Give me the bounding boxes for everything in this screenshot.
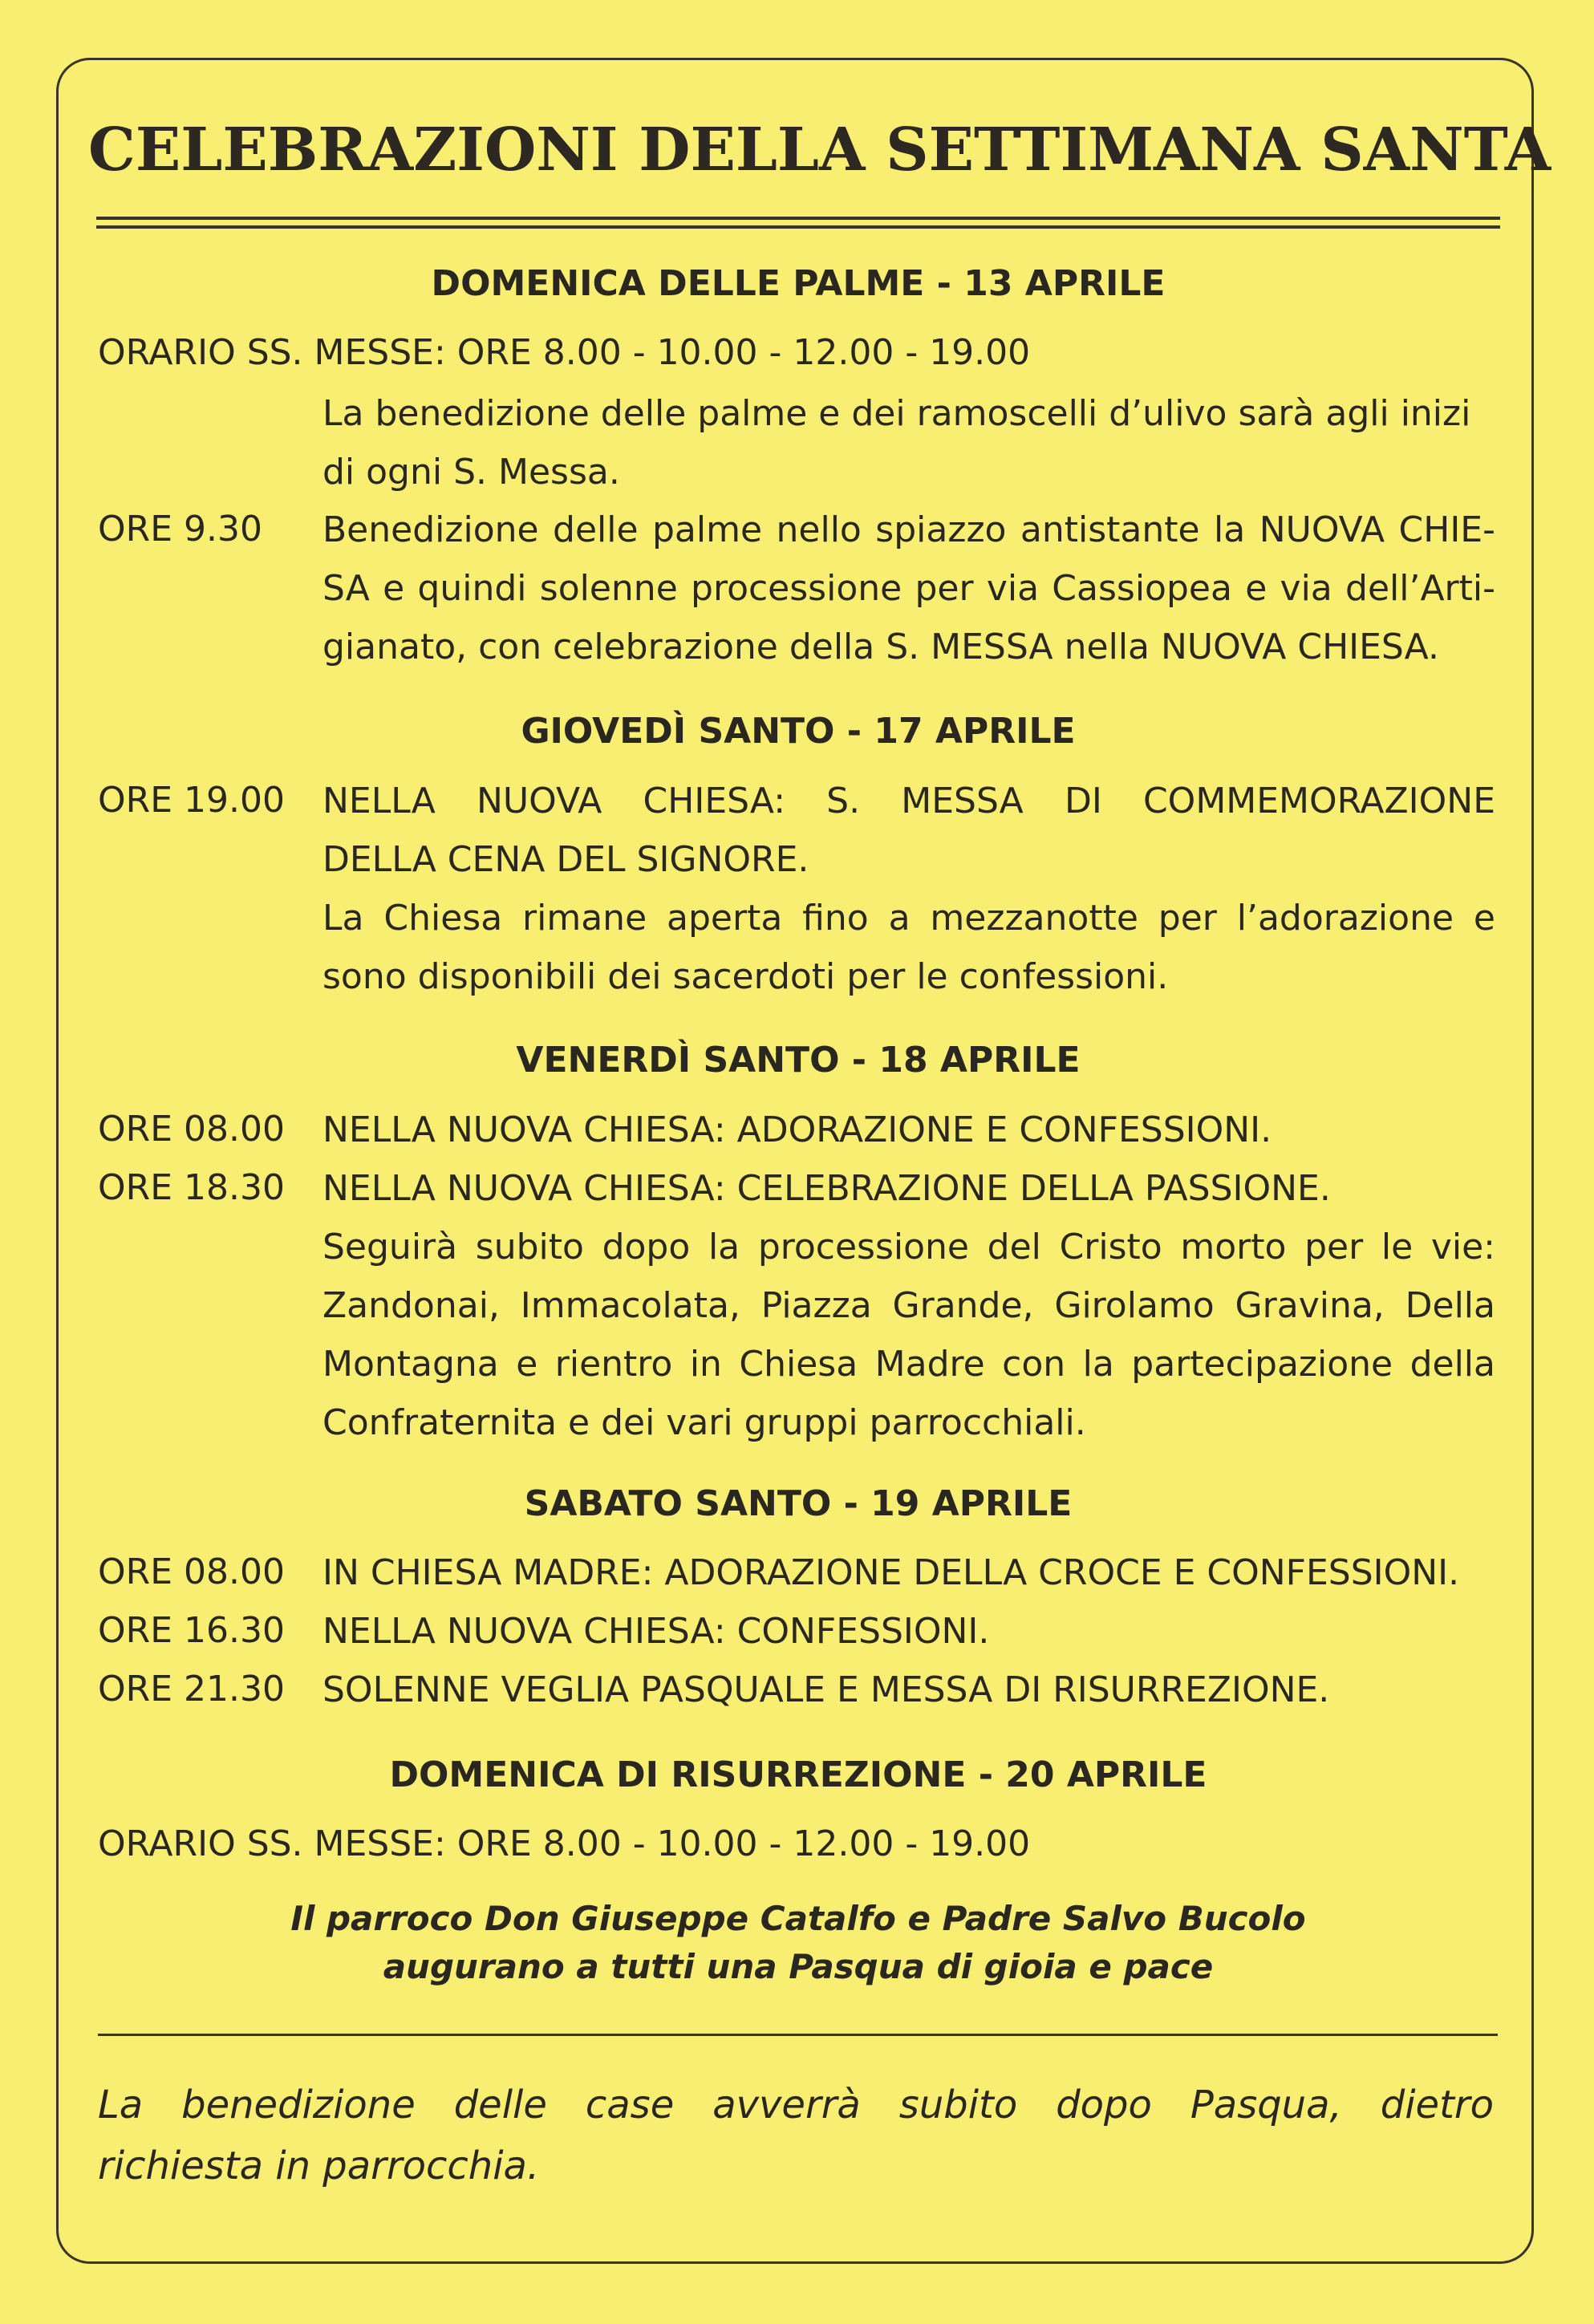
event-line: DELLA CENA DEL SIGNORE. xyxy=(322,839,809,880)
closing-line: Il parroco Don Giuseppe Catalfo e Padre Salvo Bucolo xyxy=(290,1899,1306,1938)
event-time: ORE 16.30 xyxy=(98,1610,285,1651)
event-line: NELLA NUOVA CHIESA: CELEBRAZIONE DELLA PASSIONE. xyxy=(322,1168,1331,1209)
section-note xyxy=(322,384,1495,501)
event-line: La Chiesa rimane aperta fino a mezzanotte per l’adorazione e xyxy=(322,898,1495,939)
closing-line: augurano a tutti una Pasqua di gioia e pace xyxy=(383,1947,1214,1986)
event-time: ORE 19.00 xyxy=(98,780,285,821)
page-title: CELEBRAZIONI DELLA SETTIMANA SANTA xyxy=(88,116,1551,185)
event-description xyxy=(322,772,1495,1006)
event-description xyxy=(322,501,1495,676)
event-description xyxy=(322,1602,1495,1661)
event-time: ORE 08.00 xyxy=(98,1109,285,1150)
event-line: NELLA NUOVA CHIESA: ADORAZIONE E CONFESSIONI. xyxy=(322,1109,1272,1150)
title-underline-bottom xyxy=(96,225,1500,229)
footer-divider xyxy=(98,2034,1498,2036)
event-line: gianato, con celebrazione della S. MESSA nella NUOVA CHIESA. xyxy=(322,627,1439,667)
event-description xyxy=(322,1101,1495,1159)
event-line: SOLENNE VEGLIA PASQUALE E MESSA DI RISURREZIONE. xyxy=(322,1669,1330,1710)
event-description xyxy=(322,1159,1495,1452)
event-time: ORE 18.30 xyxy=(98,1167,285,1208)
mass-schedule: ORARIO SS. MESSE: ORE 8.00 - 10.00 - 12.00 - 19.00 xyxy=(98,1823,1031,1864)
section-heading: GIOVEDÌ SANTO - 17 APRILE xyxy=(521,711,1076,752)
closing-wishes xyxy=(88,1895,1508,1991)
event-line: sono disponibili dei sacerdoti per le confessioni. xyxy=(322,956,1169,997)
event-time: ORE 08.00 xyxy=(98,1551,285,1592)
event-time: ORE 9.30 xyxy=(98,509,262,550)
event-description xyxy=(322,1661,1495,1719)
footer-line: La benedizione delle case avverrà subito dopo Pasqua, dietro xyxy=(98,2083,1494,2127)
section-heading: DOMENICA DELLE PALME - 13 APRILE xyxy=(431,263,1166,304)
event-line: Seguirà subito dopo la processione del Cristo morto per le vie: xyxy=(322,1227,1495,1267)
event-line: Zandonai, Immacolata, Piazza Grande, Girolamo Gravina, Della xyxy=(322,1285,1495,1326)
section-heading: VENERDÌ SANTO - 18 APRILE xyxy=(516,1040,1081,1081)
section-heading: SABATO SANTO - 19 APRILE xyxy=(524,1483,1073,1524)
note-line: La benedizione delle palme e dei ramoscelli d’ulivo sarà agli inizi xyxy=(322,393,1471,434)
event-line: NELLA NUOVA CHIESA: CONFESSIONI. xyxy=(322,1611,990,1652)
mass-schedule: ORARIO SS. MESSE: ORE 8.00 - 10.00 - 12.00 - 19.00 xyxy=(98,332,1031,373)
event-line: Confraternita e dei vari gruppi parrocchiali. xyxy=(322,1402,1086,1443)
title-underline-top xyxy=(96,217,1500,220)
event-line: Benedizione delle palme nello spiazzo antistante la NUOVA CHIE- xyxy=(322,509,1495,550)
section-heading: DOMENICA DI RISURREZIONE - 20 APRILE xyxy=(389,1754,1207,1795)
note-line: di ogni S. Messa. xyxy=(322,452,620,493)
event-line: SA e quindi solenne processione per via Cassiopea e via dell’Arti- xyxy=(322,568,1495,609)
footer-note xyxy=(98,2075,1494,2196)
event-line: NELLA NUOVA CHIESA: S. MESSA DI COMMEMORAZIONE xyxy=(322,781,1495,821)
footer-line: richiesta in parrocchia. xyxy=(98,2144,540,2188)
event-line: IN CHIESA MADRE: ADORAZIONE DELLA CROCE E CONFESSIONI. xyxy=(322,1552,1460,1593)
event-time: ORE 21.30 xyxy=(98,1669,285,1710)
event-line: Montagna e rientro in Chiesa Madre con la partecipazione della xyxy=(322,1344,1495,1385)
event-description xyxy=(322,1543,1495,1602)
